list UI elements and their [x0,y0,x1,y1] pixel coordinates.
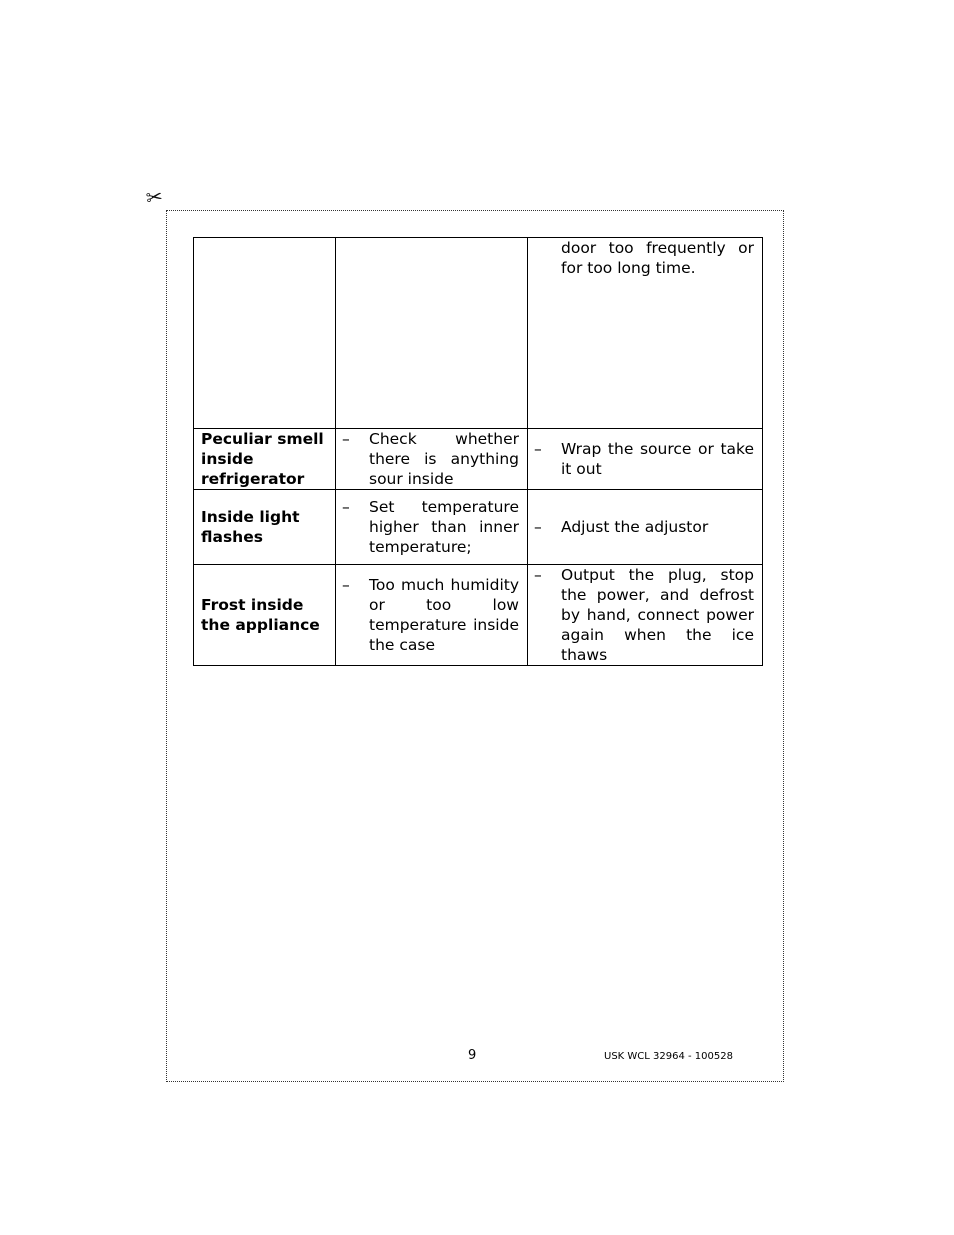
document-code: USK WCL 32964 - 100528 [604,1051,733,1062]
problem-cell: Frost inside the appliance [194,565,336,666]
dash-bullet: – [534,566,542,584]
problem-cell: Peculiar smell inside refrigerator [194,429,336,490]
scissors-icon: ✂ [144,183,165,211]
cause-text: Set temperature higher than inner temperature; [369,498,519,556]
table-row [194,429,763,490]
cause-cell [336,565,528,666]
solution-text: Adjust the adjustor [561,518,709,536]
problem-cell: Inside light flashes [194,490,336,565]
problem-cell [194,238,336,429]
solution-cell [528,429,763,490]
cause-text: Too much humidity or too low temperature inside the case [369,576,519,654]
table-row [194,238,763,429]
solution-text: Wrap the source or take it out [561,440,754,478]
table-row [194,565,763,666]
dash-bullet: – [534,518,542,536]
solution-text: door too frequently or for too long time. [561,239,754,277]
table-row [194,490,763,565]
cause-cell [336,429,528,490]
cause-text: Check whether there is anything sour inside [369,430,519,488]
solution-cell [528,238,763,429]
solution-cell [528,565,763,666]
dash-bullet: – [342,430,350,448]
dash-bullet: – [342,498,350,516]
cause-cell [336,490,528,565]
page-number: 9 [468,1048,477,1063]
solution-text: Output the plug, stop the power, and defrost by hand, connect power again when the ice thaws [561,566,754,664]
troubleshooting-table [193,237,763,666]
dash-bullet: – [342,576,350,594]
solution-cell [528,490,763,565]
dash-bullet: – [534,440,542,458]
cause-cell [336,238,528,429]
